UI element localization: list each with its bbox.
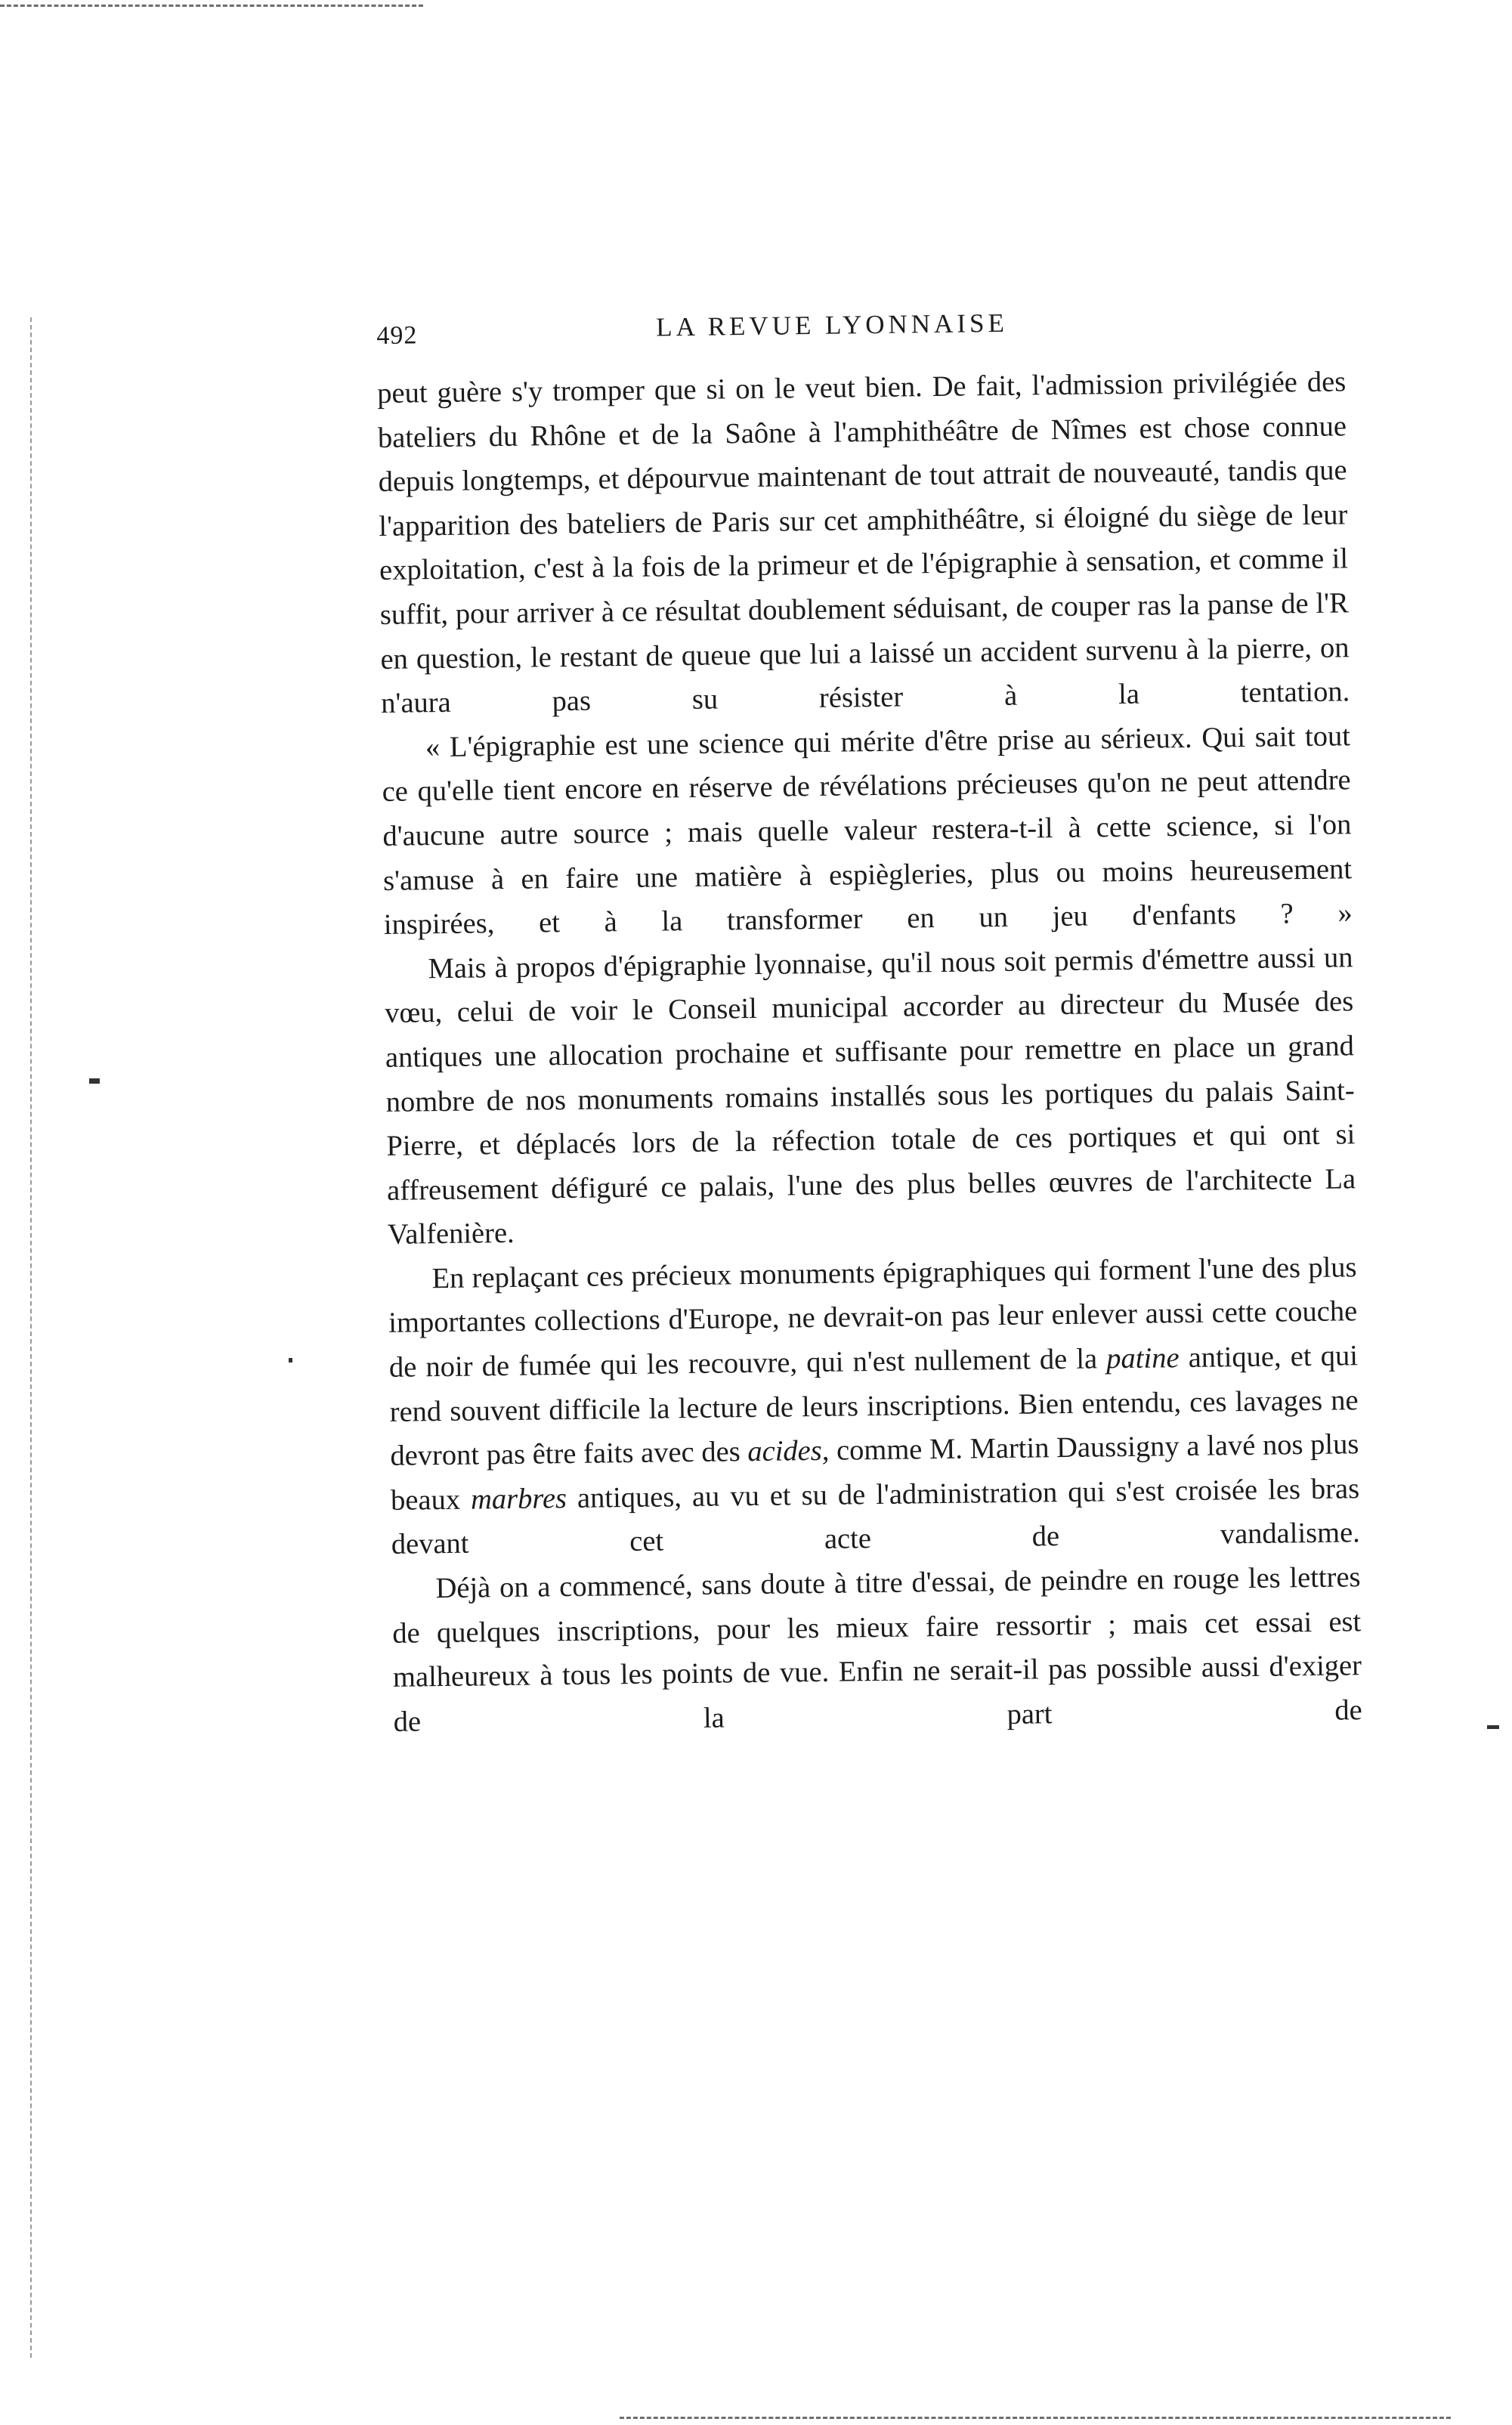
paragraph-4-text: antiques, au vu et su de l'administration qui s'est croisée les bras devant cet acte de vandalisme. bbox=[391, 1473, 1361, 1561]
left-scan-edge bbox=[30, 317, 32, 2358]
paragraph-4 bbox=[388, 1245, 1360, 1567]
paragraph-3: Mais à propos d'épigraphie lyonnaise, qu'il nous soit permis d'émettre aussi un vœu, celui de voir le Conseil municipal accorder au directeur du Musée des antiques une allocation prochaine et suffisante pour remettre en place un grand nombre de nos monuments romains installés sous les portiques du palais Saint-Pierre, et déplacés lors de la réfection totale de ces portiques et qui ont si affreusement défiguré ce palais, l'une des plus belles œuvres de l'architecte La Valfenière. bbox=[385, 941, 1356, 1251]
paragraph-1: peut guère s'y tromper que si on le veut bien. De fait, l'admission privilégiée des bateliers du Rhône et de la Saône à l'amphithéâtre de Nîmes est chose connue depuis longtemps, et dépourvue maintenant de tout attrait de nouveauté, tandis que l'apparition des bateliers de Paris sur cet amphithéâtre, si éloigné du siège de leur exploitation, c'est à la fois de la primeur et de l'épigraphie à sensation, et comme il suffit, pour arriver à ce résultat doublement séduisant, de couper ras la panse de l'R en question, le restant de queue que lui a laissé un accident survenu à la pierre, on n'aura pas su résister à la tentation. bbox=[377, 366, 1350, 720]
bottom-scan-edge bbox=[620, 2417, 1451, 2419]
italic-word-patine: patine bbox=[1106, 1342, 1180, 1375]
scan-speck bbox=[289, 1358, 292, 1363]
journal-title: LA REVUE LYONNAISE bbox=[655, 308, 1009, 342]
italic-word-marbres: marbres bbox=[470, 1482, 567, 1516]
running-header bbox=[376, 304, 1346, 366]
book-page bbox=[376, 304, 1362, 1744]
top-scan-edge bbox=[0, 5, 423, 7]
paragraph-2: « L'épigraphie est une science qui mérite d'être prise au sérieux. Qui sait tout ce qu'elle tient encore en réserve de révélations précieuses qu'on ne peut attendre d'aucune autre source ; mais quelle valeur restera-t-il à cette science, si l'on s'amuse à en faire une matière à espiègleries, plus ou moins heureusement inspirées, et à la transformer en un jeu d'enfants ? » bbox=[382, 720, 1353, 942]
paragraph-4-text: antique, et qui rend souvent difficile la lecture de leurs inscriptions. Bien entendu, ces lavages ne devront pas être faits avec des bbox=[389, 1340, 1359, 1473]
page-number: 492 bbox=[376, 321, 418, 350]
paragraph-4-text: comme M. Martin Daussigny a lavé nos plus beaux bbox=[390, 1428, 1359, 1517]
paragraph-5: Déjà on a commencé, sans doute à titre d'essai, de peindre en rouge les lettres de quelques inscriptions, pour les mieux faire ressortir ; mais cet essai est malheureux à tous les points de vue. Enfin ne serait-il pas possible aussi d'exiger de la part de bbox=[392, 1561, 1362, 1738]
italic-word-acides: acides, bbox=[747, 1435, 830, 1468]
scan-speck bbox=[1487, 1725, 1499, 1729]
scan-speck bbox=[89, 1078, 100, 1084]
paragraph-4-text: En replaçant ces précieux monuments épigraphiques qui forment l'une des plus importantes collections d'Europe, ne devrait-on pas leur enlever aussi cette couche de noir de fumée qui les recouvre, qui n'est nullement de la bbox=[388, 1251, 1358, 1384]
